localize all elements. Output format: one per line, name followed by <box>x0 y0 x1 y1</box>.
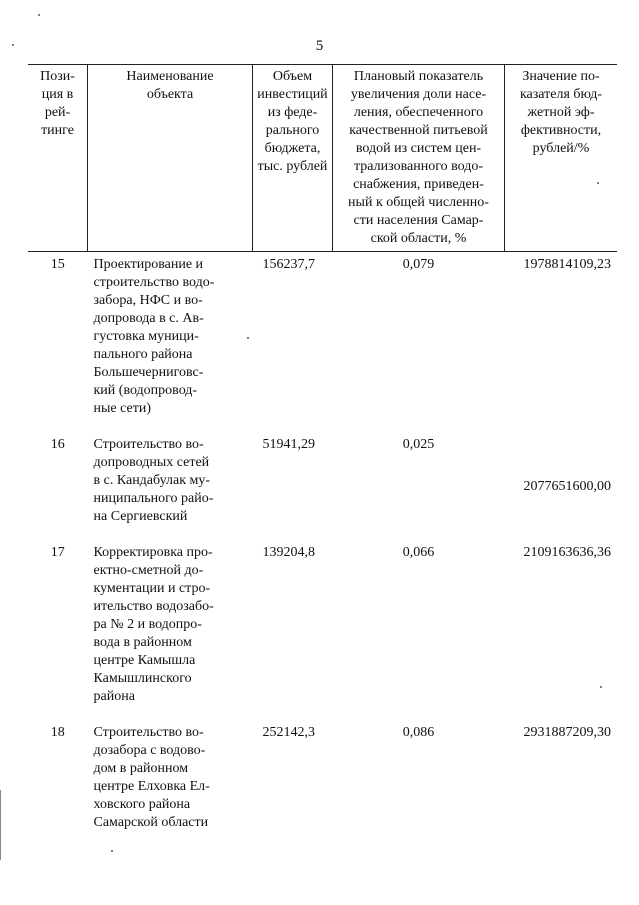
row-efficiency-cell <box>505 432 618 540</box>
row-share: 0,086 <box>402 725 435 740</box>
scan-edge-line <box>0 790 1 860</box>
page-number: 5 <box>315 38 324 54</box>
row-efficiency: 2077651600,00 <box>523 479 611 494</box>
row-share: 0,025 <box>402 437 435 452</box>
row-investment: 51941,29 <box>262 437 315 452</box>
row-position: 15 <box>50 257 65 272</box>
row-investment: 139204,8 <box>262 545 315 560</box>
row-name: Проектирование и строительство водо- забора, НФС и во- допровода в с. Ав- густовка муници- пального района Большечерниговс- кий (водопровод- ные сети) <box>93 257 215 416</box>
table-row <box>28 432 617 540</box>
row-name: Строительство во- допроводных сетей в с. Кандабулак му- ниципального райо- на Сергиевский <box>93 437 214 524</box>
table-row <box>28 540 617 720</box>
table-row <box>28 252 617 433</box>
row-efficiency: 2109163636,36 <box>523 545 611 560</box>
scan-speck <box>111 850 113 852</box>
row-share: 0,066 <box>402 545 435 560</box>
row-position: 16 <box>50 437 65 452</box>
header-position: Пози- ция в рей- тинге <box>28 65 88 252</box>
header-name: Наименование объекта <box>88 65 253 252</box>
table-row <box>28 720 617 832</box>
scan-speck <box>247 337 249 339</box>
row-name: Корректировка про- ектно-сметной до- кументации и стро- ительство водозабо- ра № 2 и водопро- вода в районном центре Камышла Камышлинского района <box>93 545 214 704</box>
row-efficiency: 1978814109,23 <box>523 257 611 272</box>
rating-table <box>28 64 617 832</box>
row-position: 17 <box>50 545 65 560</box>
scan-speck <box>600 686 602 688</box>
row-share: 0,079 <box>402 257 435 272</box>
row-investment: 156237,7 <box>262 257 315 272</box>
header-investment: Объем инвестиций из феде- рального бюджета, тыс. рублей <box>253 65 333 252</box>
row-investment: 252142,3 <box>262 725 315 740</box>
row-efficiency: 2931887209,30 <box>523 725 611 740</box>
header-share: Плановый показатель увеличения доли насе- ления, обеспеченного качественной питьевой водой из систем цен- трализованного водо- снабжения, приведен- ный к общей численно- сти населения Самар- ской области, % <box>333 65 505 252</box>
header-efficiency: Значение по- казателя бюд- жетной эф- фективности, рублей/% <box>505 65 618 252</box>
scan-speck <box>38 14 40 16</box>
row-name: Строительство во- дозабора с водово- дом в районном центре Елховка Ел- ховского района Самарской области <box>93 725 210 830</box>
row-position: 18 <box>50 725 65 740</box>
scan-speck <box>12 44 14 46</box>
table-header-row <box>28 65 617 252</box>
scan-speck <box>597 182 599 184</box>
